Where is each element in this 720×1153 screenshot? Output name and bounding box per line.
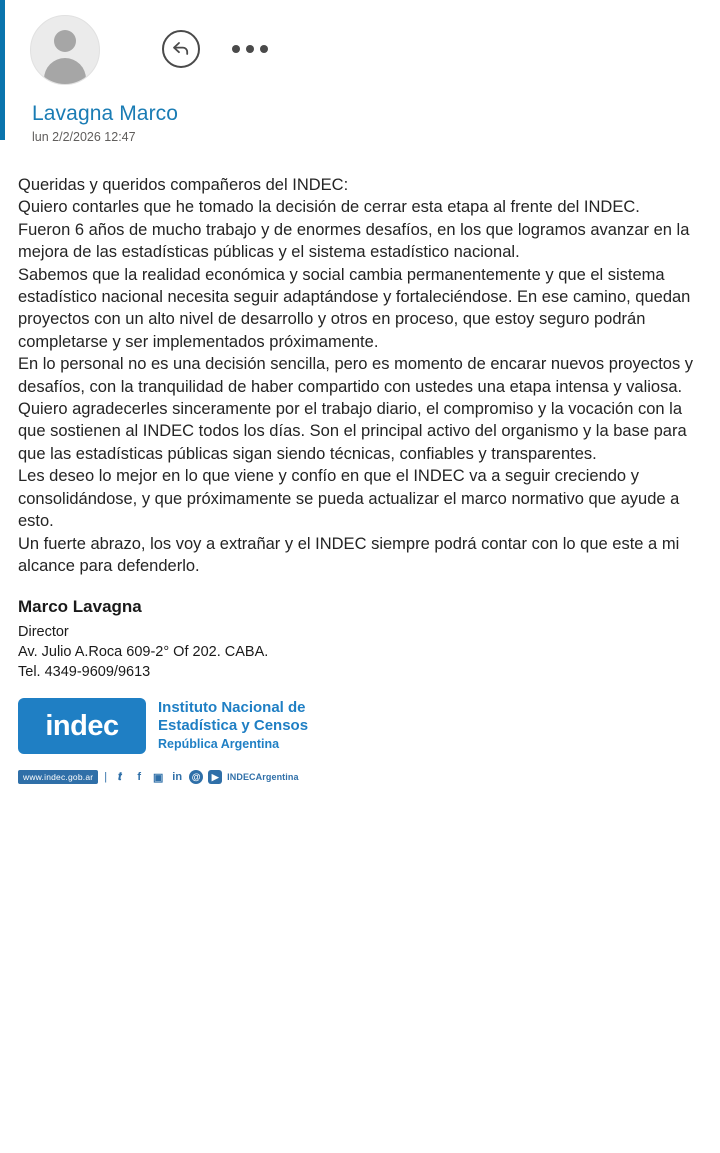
- email-paragraph: Sabemos que la realidad económica y social cambia permanentemente y que el sistema estadístico nacional necesita seguir adaptándose y fortaleciéndose. En ese camino, quedan proyectos con un alto nivel de desarrollo y otros en proceso, que estoy seguro podrán completarse y ser implementados próximamente.: [18, 265, 695, 351]
- signature-phone: Tel. 4349-9609/9613: [18, 664, 151, 681]
- more-options-icon-dot2: [246, 45, 254, 53]
- twitter-icon[interactable]: 𝒕: [118, 770, 123, 783]
- signature-name: Marco Lavagna: [18, 597, 142, 617]
- more-options-icon: [232, 45, 240, 53]
- avatar: [30, 15, 100, 85]
- youtube-icon[interactable]: ▶: [208, 770, 222, 784]
- email-header-top-row: [16, 12, 704, 90]
- email-paragraph: Un fuerte abrazo, los voy a extrañar y el INDEC siempre podrá contar con lo que este a mi alcance para defenderlo.: [18, 534, 684, 575]
- website-link[interactable]: www.indec.gob.ar: [18, 770, 98, 784]
- email-header: [0, 0, 720, 144]
- email-paragraph: Queridas y queridos compañeros del INDEC:: [18, 176, 349, 194]
- more-options-button[interactable]: [230, 39, 270, 59]
- social-handle[interactable]: INDECArgentina: [227, 772, 299, 783]
- social-separator: |: [104, 771, 108, 784]
- organization-line-3: República Argentina: [158, 737, 280, 752]
- avatar-head: [54, 30, 76, 52]
- signature-title: Director: [18, 624, 69, 641]
- signature-address: Av. Julio A.Roca 609-2° Of 202. CABA.: [18, 644, 269, 661]
- indec-logo-wordmark: indec: [45, 709, 119, 742]
- instagram-icon[interactable]: ▣: [152, 771, 164, 784]
- email-paragraph: Quiero contarles que he tomado la decisión de cerrar esta etapa al frente del INDEC.: [18, 198, 640, 217]
- reply-button[interactable]: [162, 30, 200, 68]
- email-timestamp: lun 2/2/2026 12:47: [32, 130, 136, 144]
- organization-line-1: Instituto Nacional de: [158, 699, 306, 717]
- email-paragraph: Quiero agradecerles sinceramente por el trabajo diario, el compromiso y la vocación con la que sostienen al INDEC todos los días. Son el principal activo del organismo y la base para que las estadísticas públicas sigan siendo técnicas, confiables y transparentes.: [18, 400, 692, 463]
- more-options-icon-dot3: [260, 45, 268, 53]
- signature-social-bar: [18, 768, 720, 786]
- indec-logo-block: [18, 698, 720, 754]
- organization-name: [158, 699, 308, 753]
- organization-line-2: Estadística y Censos: [158, 717, 309, 735]
- email-signature: [0, 597, 720, 682]
- email-body: [0, 144, 720, 577]
- email-paragraph: Fueron 6 años de mucho trabajo y de enormes desafíos, en los que logramos avanzar en la mejora de las estadísticas públicas y el sistema estadístico nacional.: [18, 220, 694, 262]
- avatar-body: [44, 58, 86, 84]
- reply-arrow-icon: [171, 41, 191, 57]
- facebook-icon[interactable]: f: [137, 771, 141, 784]
- linkedin-icon[interactable]: in: [172, 771, 183, 784]
- email-actions: [162, 30, 270, 68]
- threads-icon[interactable]: @: [189, 770, 203, 784]
- indec-logo-icon: [18, 698, 146, 754]
- email-paragraph: En lo personal no es una decisión sencilla, pero es momento de encarar nuevos proyectos y desafíos, con la tranquilidad de haber compartido con ustedes una etapa intensa y valiosa.: [18, 355, 698, 396]
- email-paragraph: Les deseo lo mejor en lo que viene y confío en que el INDEC va a seguir creciendo y consolidándose, y que próximamente se pueda actualizar el marco normativo que ayude a esto.: [18, 467, 684, 531]
- sender-name[interactable]: Lavagna Marco: [32, 102, 179, 125]
